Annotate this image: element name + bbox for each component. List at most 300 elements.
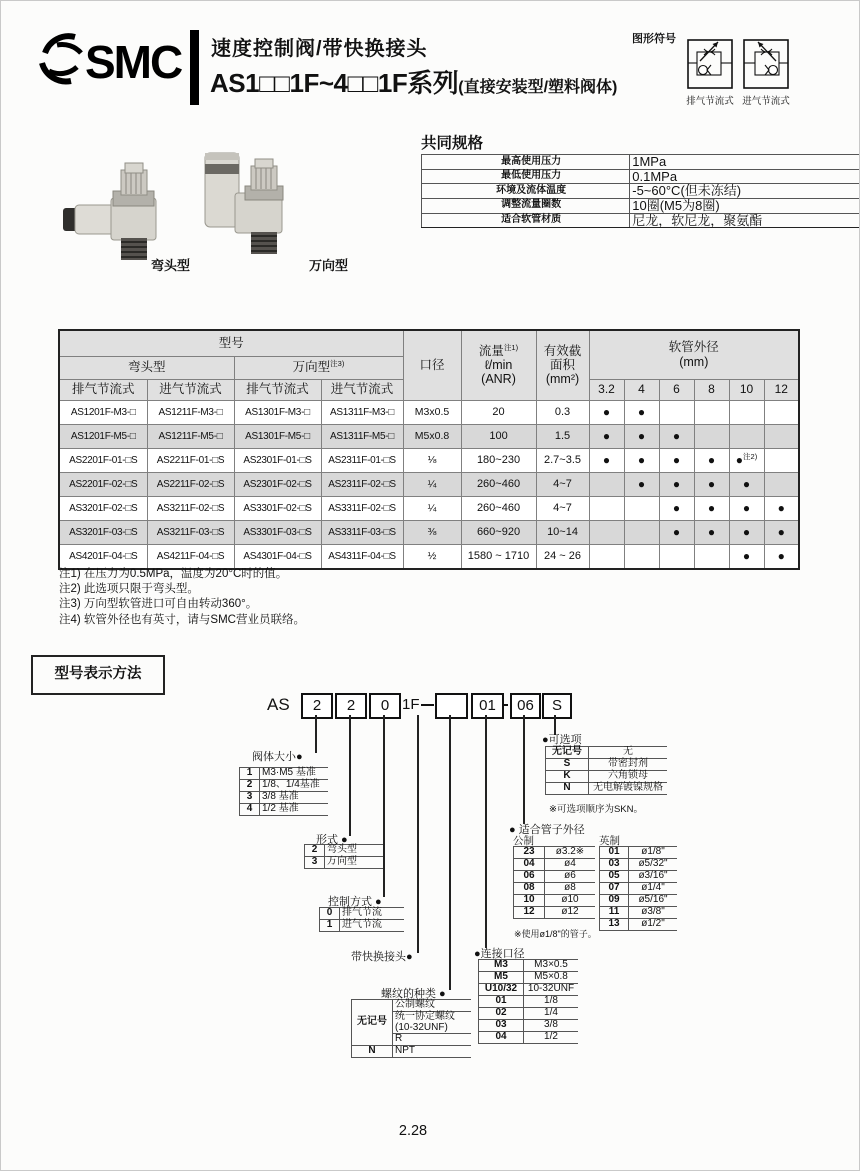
dot-cell bbox=[729, 424, 764, 448]
leader-line bbox=[315, 715, 317, 753]
value-cell: 六角锁母 bbox=[589, 771, 668, 783]
leader-line bbox=[449, 715, 451, 990]
code-cell: 12 bbox=[514, 907, 545, 919]
label-form: 形式 ● bbox=[316, 834, 348, 846]
label-metric: 公制 bbox=[513, 835, 534, 847]
flow-cell: 180~230 bbox=[461, 448, 536, 472]
code-cell: 2 bbox=[305, 845, 325, 857]
exhaust-throttle-symbol-icon bbox=[687, 39, 733, 89]
how-to-order-title-box: 型号表示方法 bbox=[31, 655, 165, 695]
form-table bbox=[304, 844, 383, 869]
label-control: 控制方式 ● bbox=[328, 896, 382, 908]
model-cell: AS2301F-01-□S bbox=[234, 448, 321, 472]
value-cell: 弯头型 bbox=[325, 845, 384, 857]
value-cell: M3×0.5 bbox=[524, 960, 579, 972]
col-header-exhaust: 排气节流式 bbox=[59, 379, 147, 400]
code-prefix: AS bbox=[267, 695, 290, 714]
value-cell: ø3.2※ bbox=[545, 847, 596, 859]
svg-text:SMC: SMC bbox=[85, 36, 182, 88]
dot-cell bbox=[589, 544, 624, 569]
code-cell: 无记号 bbox=[352, 1000, 393, 1046]
flow-cell: 260~460 bbox=[461, 496, 536, 520]
value-cell: 3/8 bbox=[524, 1020, 579, 1032]
size-header: 12 bbox=[764, 379, 799, 400]
photo-label-elbow: 弯头型 bbox=[151, 258, 191, 273]
code-cell: 最高使用压力 bbox=[422, 155, 630, 170]
note-line: 注1) 在压力为0.5MPa，温度为20°C时的值。 bbox=[59, 568, 288, 580]
code-cell: 0 bbox=[320, 908, 340, 920]
model-table-row bbox=[59, 424, 799, 448]
availability-dot: ● bbox=[637, 453, 646, 467]
intake-throttle-symbol-icon bbox=[743, 39, 789, 89]
inch-tube-table bbox=[599, 846, 677, 931]
dot-cell bbox=[764, 544, 799, 569]
availability-dot: ● bbox=[672, 429, 681, 443]
smc-logo bbox=[37, 27, 187, 91]
size-header: 4 bbox=[624, 379, 659, 400]
dot-cell bbox=[764, 448, 799, 472]
symbol-label-intake: 进气节流式 bbox=[742, 96, 790, 107]
dot-cell bbox=[729, 472, 764, 496]
col-header-area: 有效截 面积 (mm²) bbox=[536, 330, 589, 400]
value-cell: ø4 bbox=[545, 859, 596, 871]
table-row bbox=[600, 907, 678, 919]
area-cell: 2.7~3.5 bbox=[536, 448, 589, 472]
dot-cell bbox=[659, 472, 694, 496]
value-cell: 1/8、1/4基准 bbox=[260, 780, 329, 792]
code-dash bbox=[421, 704, 434, 706]
table-row bbox=[352, 1046, 472, 1058]
leader-line bbox=[349, 715, 351, 836]
code-box-valve-size: 2 bbox=[301, 693, 333, 719]
code-cell: 适合软管材质 bbox=[422, 213, 630, 228]
model-cell: AS2211F-02-□S bbox=[147, 472, 234, 496]
label-tube-od: ● 适合管子外径 bbox=[509, 824, 585, 836]
size-header: 6 bbox=[659, 379, 694, 400]
availability-dot: ● bbox=[742, 549, 751, 563]
table-row bbox=[240, 792, 329, 804]
value-cell: ø3/8" bbox=[629, 907, 678, 919]
flow-cell: 100 bbox=[461, 424, 536, 448]
table-row bbox=[305, 857, 384, 869]
availability-dot: ● bbox=[777, 501, 785, 515]
series-title bbox=[210, 63, 617, 100]
value-cell: 1/4 bbox=[524, 1008, 579, 1020]
model-cell: AS1201F-M3-□ bbox=[59, 400, 147, 424]
product-photo-elbow bbox=[59, 161, 187, 263]
table-row bbox=[240, 768, 329, 780]
dot-cell bbox=[659, 496, 694, 520]
options-table bbox=[545, 746, 667, 795]
dot-cell bbox=[624, 544, 659, 569]
code-cell: N bbox=[352, 1046, 393, 1058]
model-cell: AS4301F-04-□S bbox=[234, 544, 321, 569]
code-cell: 无记号 bbox=[546, 747, 589, 759]
table-row bbox=[479, 972, 579, 984]
table-row bbox=[479, 960, 579, 972]
code-cell: K bbox=[546, 771, 589, 783]
col-header-intake: 进气节流式 bbox=[147, 379, 234, 400]
table-row bbox=[546, 771, 668, 783]
table-row bbox=[546, 759, 668, 771]
leader-line bbox=[485, 715, 487, 948]
table-row bbox=[514, 883, 596, 895]
model-table-row bbox=[59, 400, 799, 424]
col-header-exhaust: 排气节流式 bbox=[234, 379, 321, 400]
model-cell: AS4201F-04-□S bbox=[59, 544, 147, 569]
dot-cell bbox=[694, 400, 729, 424]
availability-dot: ● bbox=[707, 501, 716, 515]
model-cell: AS1201F-M5-□ bbox=[59, 424, 147, 448]
col-header-intake: 进气节流式 bbox=[321, 379, 403, 400]
value-cell: 统一协定螺纹 (10-32UNF) bbox=[393, 1012, 472, 1034]
code-cell: 4 bbox=[240, 804, 260, 816]
availability-dot: ● bbox=[602, 405, 611, 419]
value-cell: M3·M5 基准 bbox=[260, 768, 329, 780]
bore-cell: ¼ bbox=[403, 472, 461, 496]
table-row bbox=[514, 907, 596, 919]
label-valve-size: 阀体大小● bbox=[252, 751, 303, 763]
code-cell: 02 bbox=[479, 1008, 524, 1020]
table-row bbox=[600, 919, 678, 931]
value-cell: 排气节流 bbox=[340, 908, 405, 920]
dot-cell bbox=[589, 496, 624, 520]
area-cell: 4~7 bbox=[536, 496, 589, 520]
model-cell: AS3211F-02-□S bbox=[147, 496, 234, 520]
model-table-row bbox=[59, 544, 799, 569]
model-cell: AS1211F-M5-□ bbox=[147, 424, 234, 448]
dot-cell bbox=[589, 520, 624, 544]
value-cell: ø3/16" bbox=[629, 871, 678, 883]
table-row bbox=[352, 1000, 472, 1012]
control-table bbox=[319, 907, 404, 932]
table-row bbox=[305, 845, 384, 857]
area-cell: 24 ~ 26 bbox=[536, 544, 589, 569]
header-divider-bar bbox=[190, 30, 199, 105]
availability-dot: ● bbox=[707, 477, 716, 491]
availability-dot: ● bbox=[672, 501, 681, 515]
leader-line bbox=[417, 715, 419, 953]
model-table-row bbox=[59, 496, 799, 520]
model-table-row bbox=[59, 472, 799, 496]
value-cell: 尼龙，软尼龙，聚氨酯 bbox=[630, 213, 859, 228]
dot-cell bbox=[694, 472, 729, 496]
dot-cell bbox=[729, 520, 764, 544]
availability-dot: ● bbox=[742, 477, 751, 491]
bore-cell: M5x0.8 bbox=[403, 424, 461, 448]
table-row bbox=[320, 920, 405, 932]
code-mid: 1F bbox=[402, 696, 420, 713]
dot-cell bbox=[624, 424, 659, 448]
dot-cell bbox=[624, 496, 659, 520]
model-cell: AS1301F-M3-□ bbox=[234, 400, 321, 424]
dot-cell bbox=[589, 424, 624, 448]
dot-cell bbox=[694, 544, 729, 569]
availability-dot: ● bbox=[672, 525, 681, 539]
flow-cell: 260~460 bbox=[461, 472, 536, 496]
options-note: ※可选项顺序为SKN。 bbox=[549, 804, 643, 815]
code-cell: 10 bbox=[514, 895, 545, 907]
code-cell: 08 bbox=[514, 883, 545, 895]
dot-cell bbox=[694, 448, 729, 472]
page-title: 速度控制阀/带快换接头 bbox=[211, 38, 428, 60]
model-notes bbox=[59, 567, 305, 628]
code-cell: 2 bbox=[240, 780, 260, 792]
note-line: 注3) 万向型软管进口可自由转动360°。 bbox=[59, 598, 258, 611]
code-cell: 09 bbox=[600, 895, 629, 907]
col-header-universal: 万向型$^{注3)}$ bbox=[234, 356, 403, 379]
availability-dot: ● bbox=[602, 453, 611, 467]
metric-tube-table bbox=[513, 846, 595, 919]
model-cell: AS3301F-02-□S bbox=[234, 496, 321, 520]
area-cell: 1.5 bbox=[536, 424, 589, 448]
code-cell: S bbox=[546, 759, 589, 771]
value-cell: 0.1MPa bbox=[630, 169, 859, 184]
table-row bbox=[422, 213, 860, 228]
metric-note: ※使用ø1/8"的管子。 bbox=[514, 929, 597, 939]
table-row bbox=[240, 804, 329, 816]
table-row bbox=[422, 169, 860, 184]
page-number: 2.28 bbox=[398, 1123, 428, 1139]
model-table-body bbox=[59, 400, 799, 569]
model-cell: AS3301F-03-□S bbox=[234, 520, 321, 544]
code-cell: 03 bbox=[479, 1020, 524, 1032]
value-cell: 公制螺纹 bbox=[393, 1000, 472, 1012]
dot-cell bbox=[729, 400, 764, 424]
availability-dot: ● bbox=[602, 429, 611, 443]
model-cell: AS1211F-M3-□ bbox=[147, 400, 234, 424]
dot-cell bbox=[624, 520, 659, 544]
bore-cell: ⅜ bbox=[403, 520, 461, 544]
dot-note: 注2) bbox=[743, 452, 758, 461]
size-header: 10 bbox=[729, 379, 764, 400]
code-cell: 06 bbox=[514, 871, 545, 883]
product-photo-universal bbox=[195, 149, 307, 263]
dot-cell bbox=[589, 472, 624, 496]
dot-cell bbox=[694, 520, 729, 544]
code-cell: M5 bbox=[479, 972, 524, 984]
col-header-elbow: 弯头型 bbox=[59, 356, 234, 379]
table-row bbox=[514, 847, 596, 859]
code-cell: M3 bbox=[479, 960, 524, 972]
table-row bbox=[479, 984, 579, 996]
col-header-tube-od: 软管外径 (mm) bbox=[589, 330, 799, 379]
value-cell: 带密封剂 bbox=[589, 759, 668, 771]
flow-cell: 1580 ~ 1710 bbox=[461, 544, 536, 569]
model-cell: AS2201F-01-□S bbox=[59, 448, 147, 472]
table-row bbox=[600, 859, 678, 871]
symbol-label-exhaust: 排气节流式 bbox=[686, 96, 734, 107]
note-line: 注4) 软管外径也有英寸，请与SMC营业员联络。 bbox=[59, 613, 305, 626]
availability-dot: ● bbox=[707, 525, 716, 539]
code-cell: 01 bbox=[600, 847, 629, 859]
value-cell: ø5/16" bbox=[629, 895, 678, 907]
code-cell: N bbox=[546, 783, 589, 795]
col-header-model: 型号 bbox=[59, 330, 403, 356]
leader-line bbox=[523, 715, 525, 824]
model-cell: AS2311F-02-□S bbox=[321, 472, 403, 496]
dot-cell bbox=[624, 448, 659, 472]
value-cell: ø1/8" bbox=[629, 847, 678, 859]
model-cell: AS3201F-02-□S bbox=[59, 496, 147, 520]
dot-cell bbox=[659, 544, 694, 569]
code-dash bbox=[502, 704, 508, 706]
table-row bbox=[600, 895, 678, 907]
flow-cell: 660~920 bbox=[461, 520, 536, 544]
code-cell: 07 bbox=[600, 883, 629, 895]
common-specs-title: 共同规格 bbox=[421, 135, 484, 152]
size-header: 3.2 bbox=[589, 379, 624, 400]
flow-cell: 20 bbox=[461, 400, 536, 424]
table-row bbox=[600, 883, 678, 895]
thread-type-table bbox=[351, 999, 471, 1058]
value-cell: ø1/2" bbox=[629, 919, 678, 931]
code-box-option: S bbox=[542, 693, 572, 719]
value-cell: ø10 bbox=[545, 895, 596, 907]
dot-cell bbox=[764, 424, 799, 448]
area-cell: 10~14 bbox=[536, 520, 589, 544]
availability-dot: ● bbox=[742, 525, 751, 539]
dot-cell bbox=[764, 496, 799, 520]
value-cell: ø6 bbox=[545, 871, 596, 883]
code-cell: 3 bbox=[240, 792, 260, 804]
value-cell: 1/2 bbox=[524, 1032, 579, 1044]
model-cell: AS3201F-03-□S bbox=[59, 520, 147, 544]
dot-cell bbox=[659, 448, 694, 472]
area-cell: 0.3 bbox=[536, 400, 589, 424]
model-cell: AS3211F-03-□S bbox=[147, 520, 234, 544]
dot-cell bbox=[659, 424, 694, 448]
model-cell: AS2311F-01-□S bbox=[321, 448, 403, 472]
code-cell: 04 bbox=[479, 1032, 524, 1044]
dot-cell bbox=[694, 496, 729, 520]
value-cell: NPT bbox=[393, 1046, 472, 1058]
value-cell: M5×0.8 bbox=[524, 972, 579, 984]
model-cell: AS4211F-04-□S bbox=[147, 544, 234, 569]
port-size-table bbox=[478, 959, 578, 1044]
model-cell: AS3311F-02-□S bbox=[321, 496, 403, 520]
dot-cell bbox=[659, 400, 694, 424]
label-options: ●可选项 bbox=[542, 734, 582, 746]
code-cell: U10/32 bbox=[479, 984, 524, 996]
value-cell: -5~60°C(但未冻结) bbox=[630, 184, 859, 199]
table-row bbox=[514, 871, 596, 883]
value-cell: 无 bbox=[589, 747, 668, 759]
value-cell: ø8 bbox=[545, 883, 596, 895]
model-table bbox=[58, 329, 800, 570]
code-cell: 01 bbox=[479, 996, 524, 1008]
note-line: 注2) 此选项只限于弯头型。 bbox=[59, 583, 199, 596]
dot-cell bbox=[729, 544, 764, 569]
table-row bbox=[600, 871, 678, 883]
availability-dot: ● bbox=[707, 453, 716, 467]
label-inch: 英制 bbox=[599, 835, 620, 847]
graphic-symbols-title: 图形符号 bbox=[632, 33, 676, 45]
series-code: AS1□□1F~4□□1F系列 bbox=[210, 68, 459, 98]
table-row bbox=[422, 184, 860, 199]
table-row bbox=[600, 847, 678, 859]
dot-cell bbox=[589, 400, 624, 424]
table-row bbox=[514, 859, 596, 871]
value-cell: 10圈(M5为8圈) bbox=[630, 198, 859, 213]
area-cell: 4~7 bbox=[536, 472, 589, 496]
availability-dot: ● bbox=[672, 477, 681, 491]
model-cell: AS2201F-02-□S bbox=[59, 472, 147, 496]
dot-cell bbox=[659, 520, 694, 544]
availability-dot: ● bbox=[672, 453, 681, 467]
table-row bbox=[479, 1032, 579, 1044]
model-table-row bbox=[59, 520, 799, 544]
label-thread-type: 螺纹的种类 ● bbox=[381, 988, 446, 1000]
series-subtitle: (直接安装型/塑料阀体) bbox=[458, 79, 618, 96]
code-box-form: 2 bbox=[335, 693, 367, 719]
dot-cell bbox=[624, 472, 659, 496]
code-cell: 1 bbox=[320, 920, 340, 932]
value-cell: ø5/32" bbox=[629, 859, 678, 871]
table-row bbox=[320, 908, 405, 920]
model-table-row bbox=[59, 448, 799, 472]
table-row bbox=[240, 780, 329, 792]
col-header-flow: 流量$^{注1)}$ ℓ/min (ANR) bbox=[461, 330, 536, 400]
dot-cell bbox=[729, 448, 764, 472]
dot-cell bbox=[624, 400, 659, 424]
availability-dot: ● bbox=[637, 477, 646, 491]
label-port-size: ●连接口径 bbox=[474, 948, 525, 960]
availability-dot: ● bbox=[637, 429, 646, 443]
bore-cell: ½ bbox=[403, 544, 461, 569]
code-box-port: 01 bbox=[471, 693, 504, 719]
table-row bbox=[546, 747, 668, 759]
table-row bbox=[514, 895, 596, 907]
code-cell: 环境及流体温度 bbox=[422, 184, 630, 199]
code-cell: 03 bbox=[600, 859, 629, 871]
value-cell: ø1/4" bbox=[629, 883, 678, 895]
availability-dot: ● bbox=[777, 525, 785, 539]
value-cell: 1MPa bbox=[630, 155, 859, 170]
code-cell: 11 bbox=[600, 907, 629, 919]
col-header-bore: 口径 bbox=[403, 330, 461, 400]
code-cell: 1 bbox=[240, 768, 260, 780]
code-cell: 05 bbox=[600, 871, 629, 883]
size-header: 8 bbox=[694, 379, 729, 400]
model-cell: AS1311F-M3-□ bbox=[321, 400, 403, 424]
value-cell: 无电解镀镍规格 bbox=[589, 783, 668, 795]
code-box-thread bbox=[435, 693, 468, 719]
table-row bbox=[546, 783, 668, 795]
table-row bbox=[479, 1008, 579, 1020]
value-cell: 进气节流 bbox=[340, 920, 405, 932]
value-cell: 1/8 bbox=[524, 996, 579, 1008]
value-cell: 万向型 bbox=[325, 857, 384, 869]
bore-cell: ⅛ bbox=[403, 448, 461, 472]
valve-size-table bbox=[239, 767, 328, 816]
code-box-control: 0 bbox=[369, 693, 401, 719]
code-cell: 23 bbox=[514, 847, 545, 859]
value-cell: R bbox=[393, 1034, 472, 1046]
availability-dot: ● bbox=[777, 549, 785, 563]
model-cell: AS2301F-02-□S bbox=[234, 472, 321, 496]
dot-cell bbox=[589, 448, 624, 472]
bore-cell: M3x0.5 bbox=[403, 400, 461, 424]
dot-cell bbox=[729, 496, 764, 520]
code-cell: 3 bbox=[305, 857, 325, 869]
leader-line bbox=[383, 715, 385, 897]
availability-dot: ● bbox=[742, 501, 751, 515]
availability-dot: ● bbox=[735, 453, 744, 467]
model-cell: AS3311F-03-□S bbox=[321, 520, 403, 544]
code-cell: 调整流量圈数 bbox=[422, 198, 630, 213]
model-cell: AS2211F-01-□S bbox=[147, 448, 234, 472]
